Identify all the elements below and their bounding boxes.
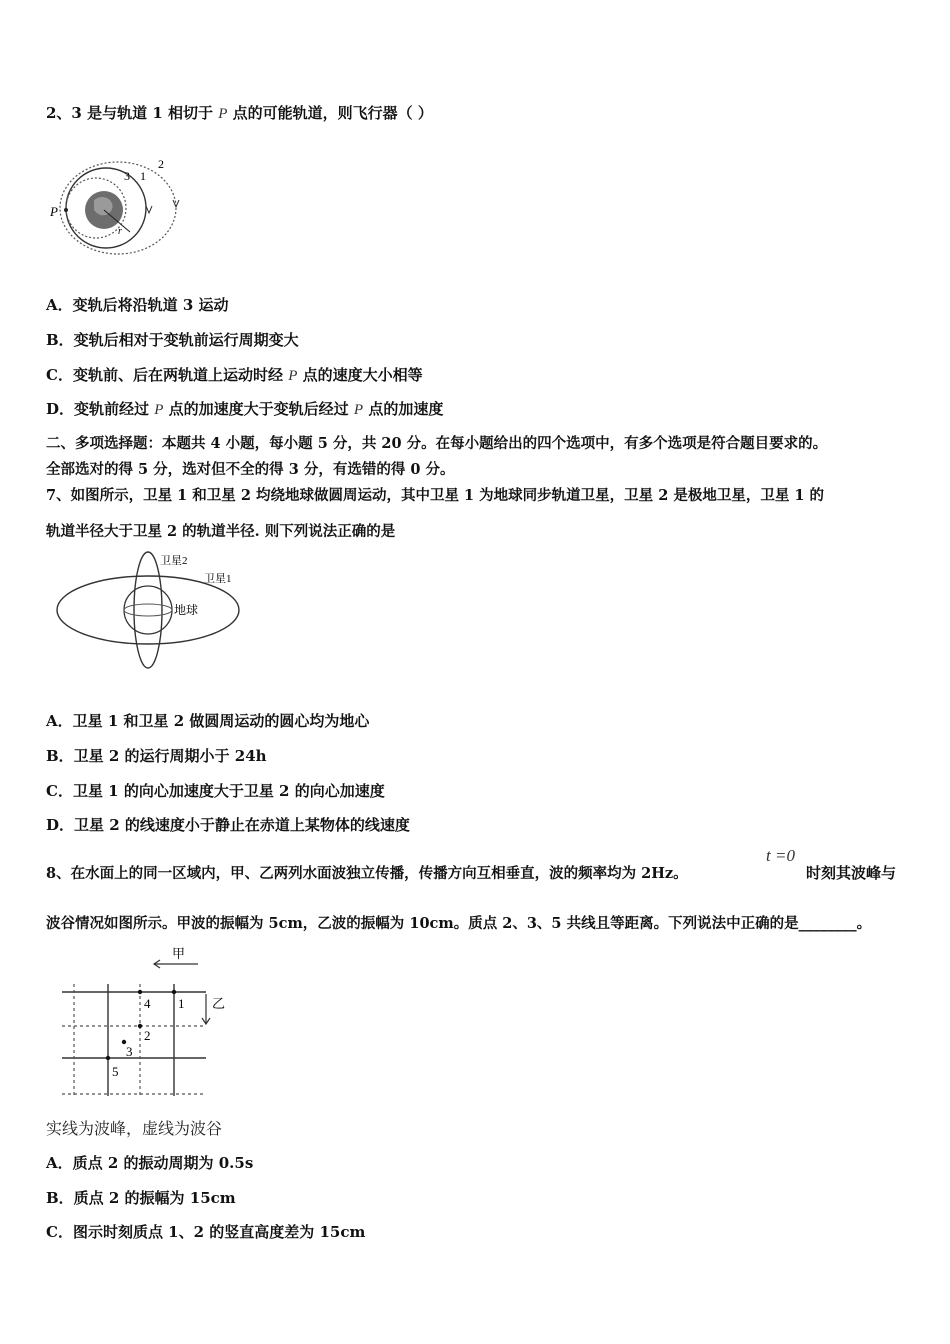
q8-line2: 波谷情况如图所示。甲波的振幅为 5cm，乙波的振幅为 10cm。质点 2、3、5 共线且等距离。下列说法中正确的是________。	[46, 915, 872, 932]
wave-grid-figure	[56, 944, 236, 1108]
orbit-figure	[48, 150, 188, 260]
label-yi: 乙	[212, 996, 226, 1011]
q7-option-c: C．卫星 1 的向心加速度大于卫星 2 的向心加速度	[46, 782, 385, 800]
label-point-2: 2	[144, 1028, 151, 1043]
section2-line2: 全部选对的得 5 分，选对但不全的得 3 分，有选错的得 0 分。	[46, 461, 455, 478]
satellite-figure	[52, 548, 252, 670]
p-symbol: P	[353, 402, 364, 418]
label-orbit-1: 1	[140, 169, 146, 183]
section2-line1: 二、多项选择题：本题共 4 小题，每小题 5 分，共 20 分。在每小题给出的四个选项中，有多个选项是符合题目要求的。	[46, 435, 828, 452]
label-point-3: 3	[126, 1044, 133, 1059]
q6-option-b: B．变轨后相对于变轨前运行周期变大	[46, 331, 299, 349]
p-symbol: P	[288, 368, 298, 384]
q8-option-a: A．质点 2 的振动周期为 0.5s	[46, 1154, 254, 1172]
q6-option-d: D．变轨前经过 P 点的加速度大于变轨后经过 P 点的加速度	[46, 400, 444, 418]
label-point-5: 5	[112, 1064, 119, 1079]
label-point-4: 4	[144, 996, 151, 1011]
earth	[124, 586, 172, 634]
equator	[124, 604, 172, 616]
label-sat1: 卫星1	[204, 573, 232, 585]
q8-option-b: B．质点 2 的振幅为 15cm	[46, 1189, 236, 1207]
point-2	[138, 1024, 142, 1028]
q7-option-a: A．卫星 1 和卫星 2 做圆周运动的圆心均为地心	[46, 712, 370, 730]
q7-option-d: D．卫星 2 的线速度小于静止在赤道上某物体的线速度	[46, 816, 410, 834]
arrow-orbit-1	[146, 206, 152, 213]
q6-option-a: A．变轨后将沿轨道 3 运动	[46, 296, 229, 314]
q6-stem: 2、3 是与轨道 1 相切于 P 点的可能轨道，则飞行器（ ）	[46, 104, 433, 122]
label-sat2: 卫星2	[160, 555, 188, 567]
label-r: r	[118, 226, 122, 237]
arrow-orbit-2	[173, 200, 179, 207]
label-point-1: 1	[178, 996, 185, 1011]
q8-option-c: C．图示时刻质点 1、2 的竖直高度差为 15cm	[46, 1223, 366, 1241]
time-expression: t =0	[766, 846, 795, 865]
q6-option-c: C．变轨前、后在两轨道上运动时经 P 点的速度大小相等	[46, 366, 423, 384]
p-point	[64, 208, 68, 212]
q8-line1: 8、在水面上的同一区域内，甲、乙两列水面波独立传播，传播方向互相垂直，波的频率均为 2Hz。	[46, 865, 688, 882]
q8-line1-tail: 时刻其波峰与	[806, 864, 897, 882]
figure-caption: 实线为波峰，虚线为波谷	[46, 1119, 223, 1138]
point-5	[106, 1056, 110, 1060]
label-orbit-2: 2	[158, 157, 164, 171]
point-1	[172, 990, 176, 994]
label-earth: 地球	[174, 603, 199, 617]
orbit-sat2	[134, 552, 162, 668]
point-4	[138, 990, 142, 994]
q7-line1: 7、如图所示，卫星 1 和卫星 2 均绕地球做圆周运动，其中卫星 1 为地球同步轨道卫星，卫星 2 是极地卫星，卫星 1 的	[46, 487, 825, 504]
q7-line2: 轨道半径大于卫星 2 的轨道半径. 则下列说法正确的是	[46, 523, 396, 540]
p-symbol: P	[154, 402, 164, 418]
label-p: P	[50, 204, 58, 219]
q7-option-b: B．卫星 2 的运行周期小于 24h	[46, 747, 267, 765]
p-symbol: P	[218, 106, 228, 122]
label-orbit-3: 3	[124, 169, 130, 183]
label-jia: 甲	[172, 946, 186, 961]
